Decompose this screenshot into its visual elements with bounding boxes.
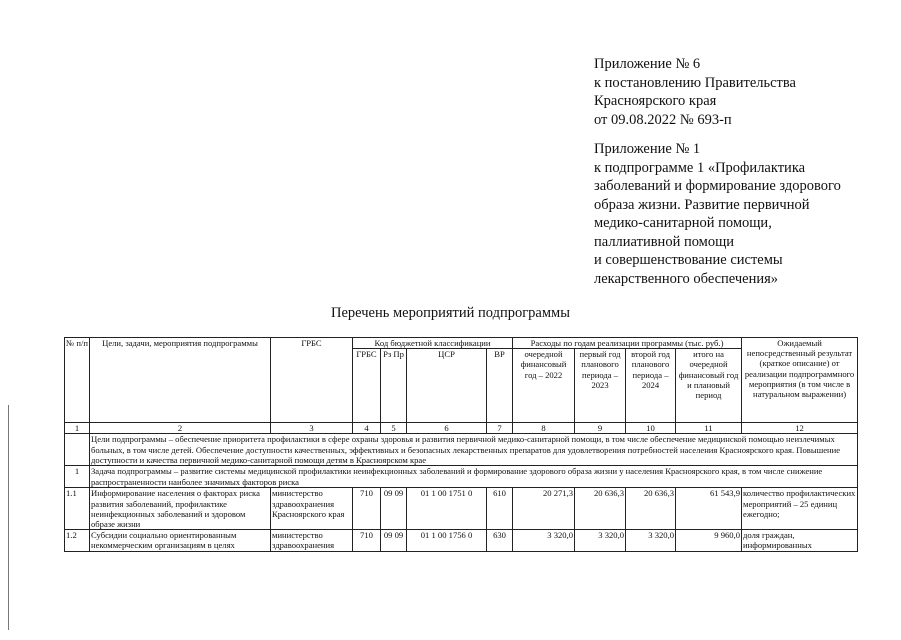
row-total: 9 960,0 <box>676 530 742 552</box>
header-exp-2023: первый год планового периода – 2023 <box>575 349 626 423</box>
row-num: 1.2 <box>65 530 90 552</box>
row-name: Информирование населения о факторах риска развития заболеваний, профилактике неинфекционных заболеваний и здоровом образе жизни <box>90 488 271 530</box>
column-number: 2 <box>90 423 271 434</box>
row-csr: 01 1 00 1756 0 <box>407 530 487 552</box>
task-text: Задача подпрограммы – развитие системы медицинской профилактики неинфекционных заболеваний и формирование здорового образа жизни у населения Красноярского края, в том числе снижение распространенности наиболее значимых факторов риска <box>90 466 858 488</box>
row-num: 1.1 <box>65 488 90 530</box>
scan-margin-line <box>8 405 9 630</box>
appendix-1-line: и совершенствование системы <box>594 252 783 268</box>
column-number: 6 <box>407 423 487 434</box>
column-number-row <box>65 423 858 434</box>
row-total: 61 543,9 <box>676 488 742 530</box>
column-number: 9 <box>575 423 626 434</box>
column-number: 3 <box>271 423 353 434</box>
column-number: 5 <box>381 423 407 434</box>
appendix-1-line: образа жизни. Развитие первичной <box>594 196 810 213</box>
row-code-grbs: 710 <box>353 530 381 552</box>
appendix-1-line: лекарственного обеспечения» <box>594 270 779 287</box>
row-grbs: министерство здравоохранения <box>271 530 353 552</box>
column-number: 12 <box>742 423 858 434</box>
header-goals: Цели, задачи, мероприятия подпрограммы <box>90 338 271 423</box>
header-grbs: ГРБС <box>271 338 353 423</box>
row-grbs: министерство здравоохранения Красноярского края <box>271 488 353 530</box>
row-code-grbs: 710 <box>353 488 381 530</box>
table-row <box>65 530 858 552</box>
appendix-1-line: к подпрограмме 1 «Профилактика <box>594 159 806 176</box>
document-title: Перечень мероприятий подпрограммы <box>331 305 570 321</box>
column-number: 1 <box>65 423 90 434</box>
appendix-1-line: медико-санитарной помощи, <box>594 215 772 231</box>
appendix-1-line: паллиативной помощи <box>594 233 735 250</box>
measures-table <box>64 337 858 552</box>
row-name: Субсидии социально ориентированным некоммерческим организациям в целях <box>90 530 271 552</box>
appendix-6-line: к постановлению Правительства <box>594 74 796 91</box>
row-rzpr: 09 09 <box>381 488 407 530</box>
row-result: доля граждан, информированных <box>742 530 858 552</box>
column-number: 10 <box>626 423 676 434</box>
appendix-6-line: Приложение № 6 <box>594 56 701 72</box>
row-2023: 20 636,3 <box>575 488 626 530</box>
row-vr: 630 <box>487 530 513 552</box>
header-result: Ожидаемый непосредственный результат (краткое описание) от реализации подпрограммного мероприятия (в том числе в натуральном выражении) <box>742 338 858 423</box>
task-row <box>65 466 858 488</box>
row-result: количество профилактических мероприятий – 25 единиц ежегодно; <box>742 488 858 530</box>
row-rzpr: 09 09 <box>381 530 407 552</box>
header-code-csr: ЦСР <box>407 349 487 423</box>
goal-row <box>65 434 858 466</box>
row-2024: 3 320,0 <box>626 530 676 552</box>
goal-text: Цели подпрограммы – обеспечение приоритета профилактики в сфере охраны здоровья и развития первичной медико-санитарной помощи, в том числе обеспечение медицинской помощью неизлечимых больных, в том числе детей. Обеспечение доступности качественных, эффективных и безопасных лекарственных препаратов для удовлетворения потребностей населения Красноярского края. Повышение доступности и качества первичной медико-санитарной помощи детям в Красноярском крае <box>90 434 858 466</box>
row-csr: 01 1 00 1751 0 <box>407 488 487 530</box>
appendix-1-line: заболеваний и формирование здорового <box>594 178 841 194</box>
row-2022: 20 271,3 <box>513 488 575 530</box>
row-2022: 3 320,0 <box>513 530 575 552</box>
appendix-6-line: Красноярского края <box>594 93 717 109</box>
appendix-1-header <box>594 140 894 288</box>
header-budget-code: Код бюджетной классификации <box>353 338 513 349</box>
column-number: 8 <box>513 423 575 434</box>
appendix-6-header <box>594 55 894 129</box>
header-exp-total: итого на очередной финансовый год и плановый период <box>676 349 742 423</box>
header-code-grbs: ГРБС <box>353 349 381 423</box>
header-num: № п/п <box>65 338 90 423</box>
task-num: 1 <box>65 466 90 488</box>
column-number: 11 <box>676 423 742 434</box>
header-exp-2024: второй год планового периода – 2024 <box>626 349 676 423</box>
header-code-rzpr: Рз Пр <box>381 349 407 423</box>
row-2023: 3 320,0 <box>575 530 626 552</box>
appendix-1-line: Приложение № 1 <box>594 141 701 157</box>
row-2024: 20 636,3 <box>626 488 676 530</box>
header-exp-2022: очередной финансовый год – 2022 <box>513 349 575 423</box>
header-code-vr: ВР <box>487 349 513 423</box>
column-number: 4 <box>353 423 381 434</box>
header-expenses: Расходы по годам реализации программы (тыс. руб.) <box>513 338 742 349</box>
appendix-6-line: от 09.08.2022 № 693-п <box>594 111 732 128</box>
row-vr: 610 <box>487 488 513 530</box>
table-row <box>65 488 858 530</box>
column-number: 7 <box>487 423 513 434</box>
